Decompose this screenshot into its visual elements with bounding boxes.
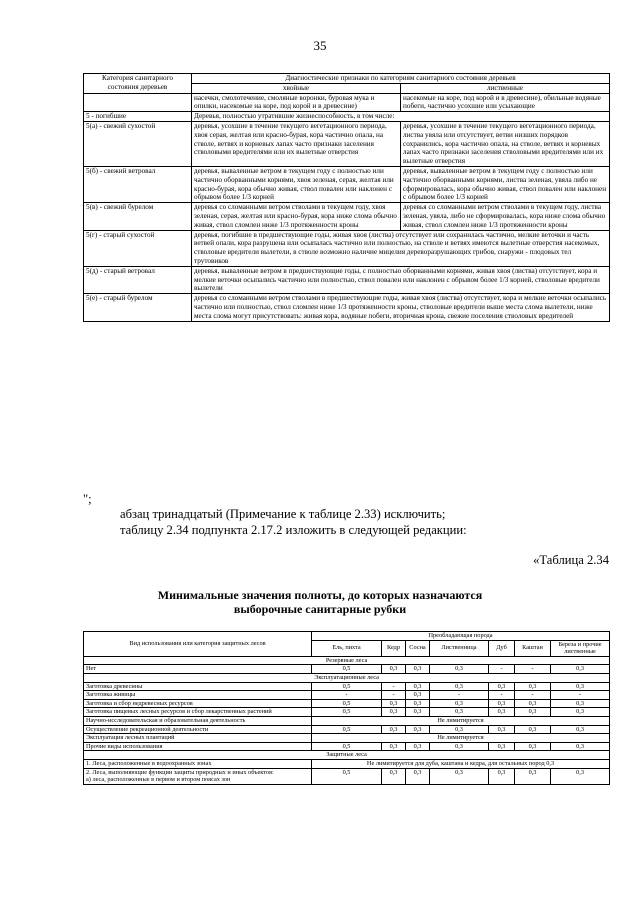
value-cell: 0,3	[406, 708, 430, 717]
header-conifer: хвойные	[192, 83, 401, 93]
value-cell: 0,3	[551, 768, 610, 784]
value-cell: 0,3	[489, 699, 515, 708]
cell-deciduous: деревья, вываленные ветром в текущем году с полностью или частично оборванными корнями, листва зеленая, увяла либо не сформировалась, кора обычно живая, ствол повален или наклонен с обрывом более 1/3 корней	[401, 166, 610, 202]
value-cell: 0,3	[382, 665, 406, 674]
cell-description: деревья со сломанными ветром стволами в предшествующие годы, живая хвоя (листва) отсутствует, кора и мелкие веточки осыпались частично или полностью, ствол сломлен ниже 1/3 протяженности кроны, стволовые вредители выше места слома вылетели, ниже места слома могут присутствовать: живая кора, водяные побеги, вторичная крона, свежие поселения стволовых вредителей	[192, 294, 610, 321]
table-reference: «Таблица 2.34	[533, 553, 609, 567]
row-label: Прочие виды использования	[84, 742, 312, 751]
row-label: Нет	[84, 665, 312, 674]
value-cell: 0,5	[312, 665, 382, 674]
table-title-line2: выборочные санитарные рубки	[233, 602, 407, 616]
table-row	[84, 294, 610, 321]
header-use: Вид использования или категория защитных лесов	[84, 632, 312, 657]
value-cell: 0,5	[312, 708, 382, 717]
value-cell: 0,3	[489, 708, 515, 717]
value-cell: 0,3	[551, 742, 610, 751]
table-row	[84, 734, 610, 743]
row-label: Осуществление рекреационной деятельности	[84, 725, 312, 734]
header-species: Лиственница	[430, 640, 489, 656]
table-row	[84, 121, 610, 166]
value-cell: 0,3	[515, 699, 551, 708]
cell-description: деревья, погибшие в предшествующие годы, живая хвоя (листва) отсутствует или сохранилась частично, мелкие веточки и часть ветвей опали, кора разрушена или осыпалась частично или полностью, на стволе и ветвях имеются вылетные отверстия насекомых, стволовые вредители вылетели, в стволе возможно наличие мицелия дереворазрушающих грибов, снаружи - плодовых тел трутовиков	[192, 230, 610, 266]
cell-deciduous: деревья, усохшие в течение текущего вегетационного периода, листва увяла или отсутствует, ветви низших порядков сохранились, кора частично опала, на стволе, ветвях и корневых лапах часто признаки заселения стволовыми вредителями или их вылетные отверстия	[401, 121, 610, 166]
header-species: Дуб	[489, 640, 515, 656]
value-cell: 0,3	[489, 742, 515, 751]
value-cell: 0,3	[406, 682, 430, 691]
value-cell: -	[489, 691, 515, 700]
value-cell: 0,3	[382, 725, 406, 734]
row-label: Научно-исследовательская и образовательная деятельность	[84, 716, 312, 725]
table-row	[84, 112, 610, 122]
value-cell: -	[382, 691, 406, 700]
row-label: 1. Леса, расположенные в водоохранных зонах	[84, 759, 312, 768]
header-species: Ель, пихта	[312, 640, 382, 656]
table-title	[0, 588, 640, 616]
row-label: Заготовка живицы	[84, 691, 312, 700]
value-cell: 0,3	[430, 682, 489, 691]
value-cell: -	[489, 665, 515, 674]
row-label-main: 2. Леса, выполняющие функции защиты природных и иных объектов:	[86, 768, 274, 776]
value-cell: 0,3	[515, 725, 551, 734]
page-number: 35	[313, 38, 327, 53]
row-label-sub: а) леса, расположенные в первом и втором поясах зон	[86, 776, 231, 784]
table-row	[84, 665, 610, 674]
value-cell: 0,3	[551, 708, 610, 717]
cell-conifer: деревья, усохшие в течение текущего вегетационного периода, хвоя серая, желтая или красно-бурая, кора частично опала, на стволе, ветвях и корневых лапах часто признаки заселения стволовыми вредителями или их вылетные отверстия	[192, 121, 401, 166]
value-cell: 0,3	[489, 682, 515, 691]
cell-deciduous: деревья со сломанными ветром стволами в текущем году, листва зеленая, увяла, либо не сформировалась, кора ниже слома обычно живая, ствол сломлен ниже 1/3 протяженности кроны	[401, 203, 610, 230]
value-cell: 0,3	[430, 699, 489, 708]
cell-description: деревья, вываленные ветром в предшествующие годы, с полностью оборванными корнями, живая хвоя (листва) отсутствует, кора и мелкие веточки осыпались частично или полностью, ствол повален или наклонен с обрывом более 1/3 корней, стволовые вредители вылетели	[192, 266, 610, 293]
table-row	[84, 759, 610, 768]
cell-category: 5 - погибшие	[84, 112, 192, 122]
value-cell: 0,3	[489, 725, 515, 734]
table-row	[84, 203, 610, 230]
table-row	[84, 708, 610, 717]
table-row	[84, 725, 610, 734]
value-cell: -	[515, 691, 551, 700]
cell-conifer: деревья со сломанными ветром стволами в текущем году, хвоя зеленая, серая, желтая или красно-бурая, кора ниже слома обычно живая, ствол сломлен ниже 1/3 протяженности кроны	[192, 203, 401, 230]
table-row	[84, 166, 610, 202]
merged-value-cell: Не лимитируется для дуба, каштана и кедра, для остальных пород 0,3	[312, 759, 610, 768]
cell-conifer: деревья, вываленные ветром в текущем году с полностью или частично оборванными корнями, хвоя зеленая, серая, желтая или красно-бурая, кора обычно живая, ствол повален или наклонен с обрывом более 1/3 корней	[192, 166, 401, 202]
header-species: Кедр	[382, 640, 406, 656]
table-row	[84, 682, 610, 691]
value-cell: 0,3	[551, 665, 610, 674]
not-limited-cell: Не лимитируется	[312, 716, 610, 725]
table-title-line1: Минимальные значения полноты, до которых назначаются	[157, 588, 483, 602]
cell-category: 5(а) - свежий сухостой	[84, 121, 192, 166]
value-cell: 0,3	[406, 665, 430, 674]
header-category: Категория санитарного состояния деревьев	[84, 74, 192, 94]
row-label: Заготовка пищевых лесных ресурсов и сбор лекарственных растений	[84, 708, 312, 717]
section-header: Эксплуатационные леса	[84, 673, 610, 682]
value-cell: 0,3	[551, 682, 610, 691]
cell-description: Деревья, полностью утратившие жизнеспособность, в том числе:	[192, 112, 610, 122]
table-row	[84, 230, 610, 266]
header-species-group: Преобладающая порода	[312, 632, 610, 641]
cell-conifer: насечки, смолотечение, смоляные воронки, буровая мука и опилки, насекомые на коре, под корой и в древесине)	[192, 93, 401, 112]
cell-category: 5(е) - старый бурелом	[84, 294, 192, 321]
header-deciduous: лиственные	[401, 83, 610, 93]
value-cell: 0,3	[551, 725, 610, 734]
table-row	[84, 716, 610, 725]
cell-category: 5(д) - старый ветровал	[84, 266, 192, 293]
header-species: Сосна	[406, 640, 430, 656]
paragraph-exclude: абзац тринадцатый (Примечание к таблице 2.33) исключить;	[120, 507, 446, 521]
value-cell: 0,3	[406, 742, 430, 751]
value-cell: 0,3	[430, 665, 489, 674]
value-cell: 0,3	[430, 725, 489, 734]
header-species: Береза и прочие лиственные	[551, 640, 610, 656]
header-diagnostic: Диагностические признаки по категориям санитарного состояния деревьев	[192, 74, 610, 84]
table-row	[84, 768, 610, 784]
row-label	[84, 768, 312, 784]
value-cell: -	[312, 691, 382, 700]
section-header: Защитные леса	[84, 751, 610, 760]
value-cell: 0,3	[406, 691, 430, 700]
cell-category: 5(г) - старый сухостой	[84, 230, 192, 266]
value-cell: 0,3	[406, 768, 430, 784]
value-cell: 0,3	[515, 768, 551, 784]
cell-deciduous: насекомые на коре, под корой и в древесине), обильные водяные побеги, частично усохшие или усыхающие	[401, 93, 610, 112]
value-cell: 0,3	[406, 699, 430, 708]
value-cell: -	[515, 665, 551, 674]
section-header: Резервные леса	[84, 656, 610, 665]
closing-quote: ";	[83, 492, 92, 506]
table-row	[84, 691, 610, 700]
value-cell: -	[551, 691, 610, 700]
value-cell: 0,5	[312, 725, 382, 734]
value-cell: 0,3	[430, 742, 489, 751]
cell-category: 5(в) - свежий бурелом	[84, 203, 192, 230]
header-species: Каштан	[515, 640, 551, 656]
value-cell: 0,3	[515, 742, 551, 751]
table-row	[84, 93, 610, 112]
value-cell: 0,3	[515, 682, 551, 691]
row-label: Эксплуатация лесных плантаций	[84, 734, 312, 743]
value-cell: 0,3	[406, 725, 430, 734]
min-density-table	[83, 631, 610, 785]
value-cell: -	[430, 691, 489, 700]
value-cell: 0,3	[382, 742, 406, 751]
not-limited-cell: Не лимитируется	[312, 734, 610, 743]
paragraph-replace: таблицу 2.34 подпункта 2.17.2 изложить в следующей редакции:	[120, 523, 467, 537]
value-cell: 0,3	[382, 768, 406, 784]
sanitary-categories-table	[83, 73, 610, 322]
value-cell: 0,3	[551, 699, 610, 708]
row-label: Заготовка древесины	[84, 682, 312, 691]
value-cell: 0,3	[430, 768, 489, 784]
table-row	[84, 742, 610, 751]
value-cell: 0,5	[312, 682, 382, 691]
value-cell: -	[382, 682, 406, 691]
value-cell: 0,5	[312, 699, 382, 708]
value-cell: 0,3	[430, 708, 489, 717]
table-row	[84, 266, 610, 293]
value-cell: 0,3	[382, 699, 406, 708]
value-cell: 0,3	[489, 768, 515, 784]
table-row	[84, 699, 610, 708]
value-cell: 0,5	[312, 742, 382, 751]
row-label: Заготовка и сбор недревесных ресурсов	[84, 699, 312, 708]
value-cell: 0,3	[515, 708, 551, 717]
value-cell: 0,3	[382, 708, 406, 717]
cell-category: 5(б) - свежий ветровал	[84, 166, 192, 202]
value-cell: 0,5	[312, 768, 382, 784]
